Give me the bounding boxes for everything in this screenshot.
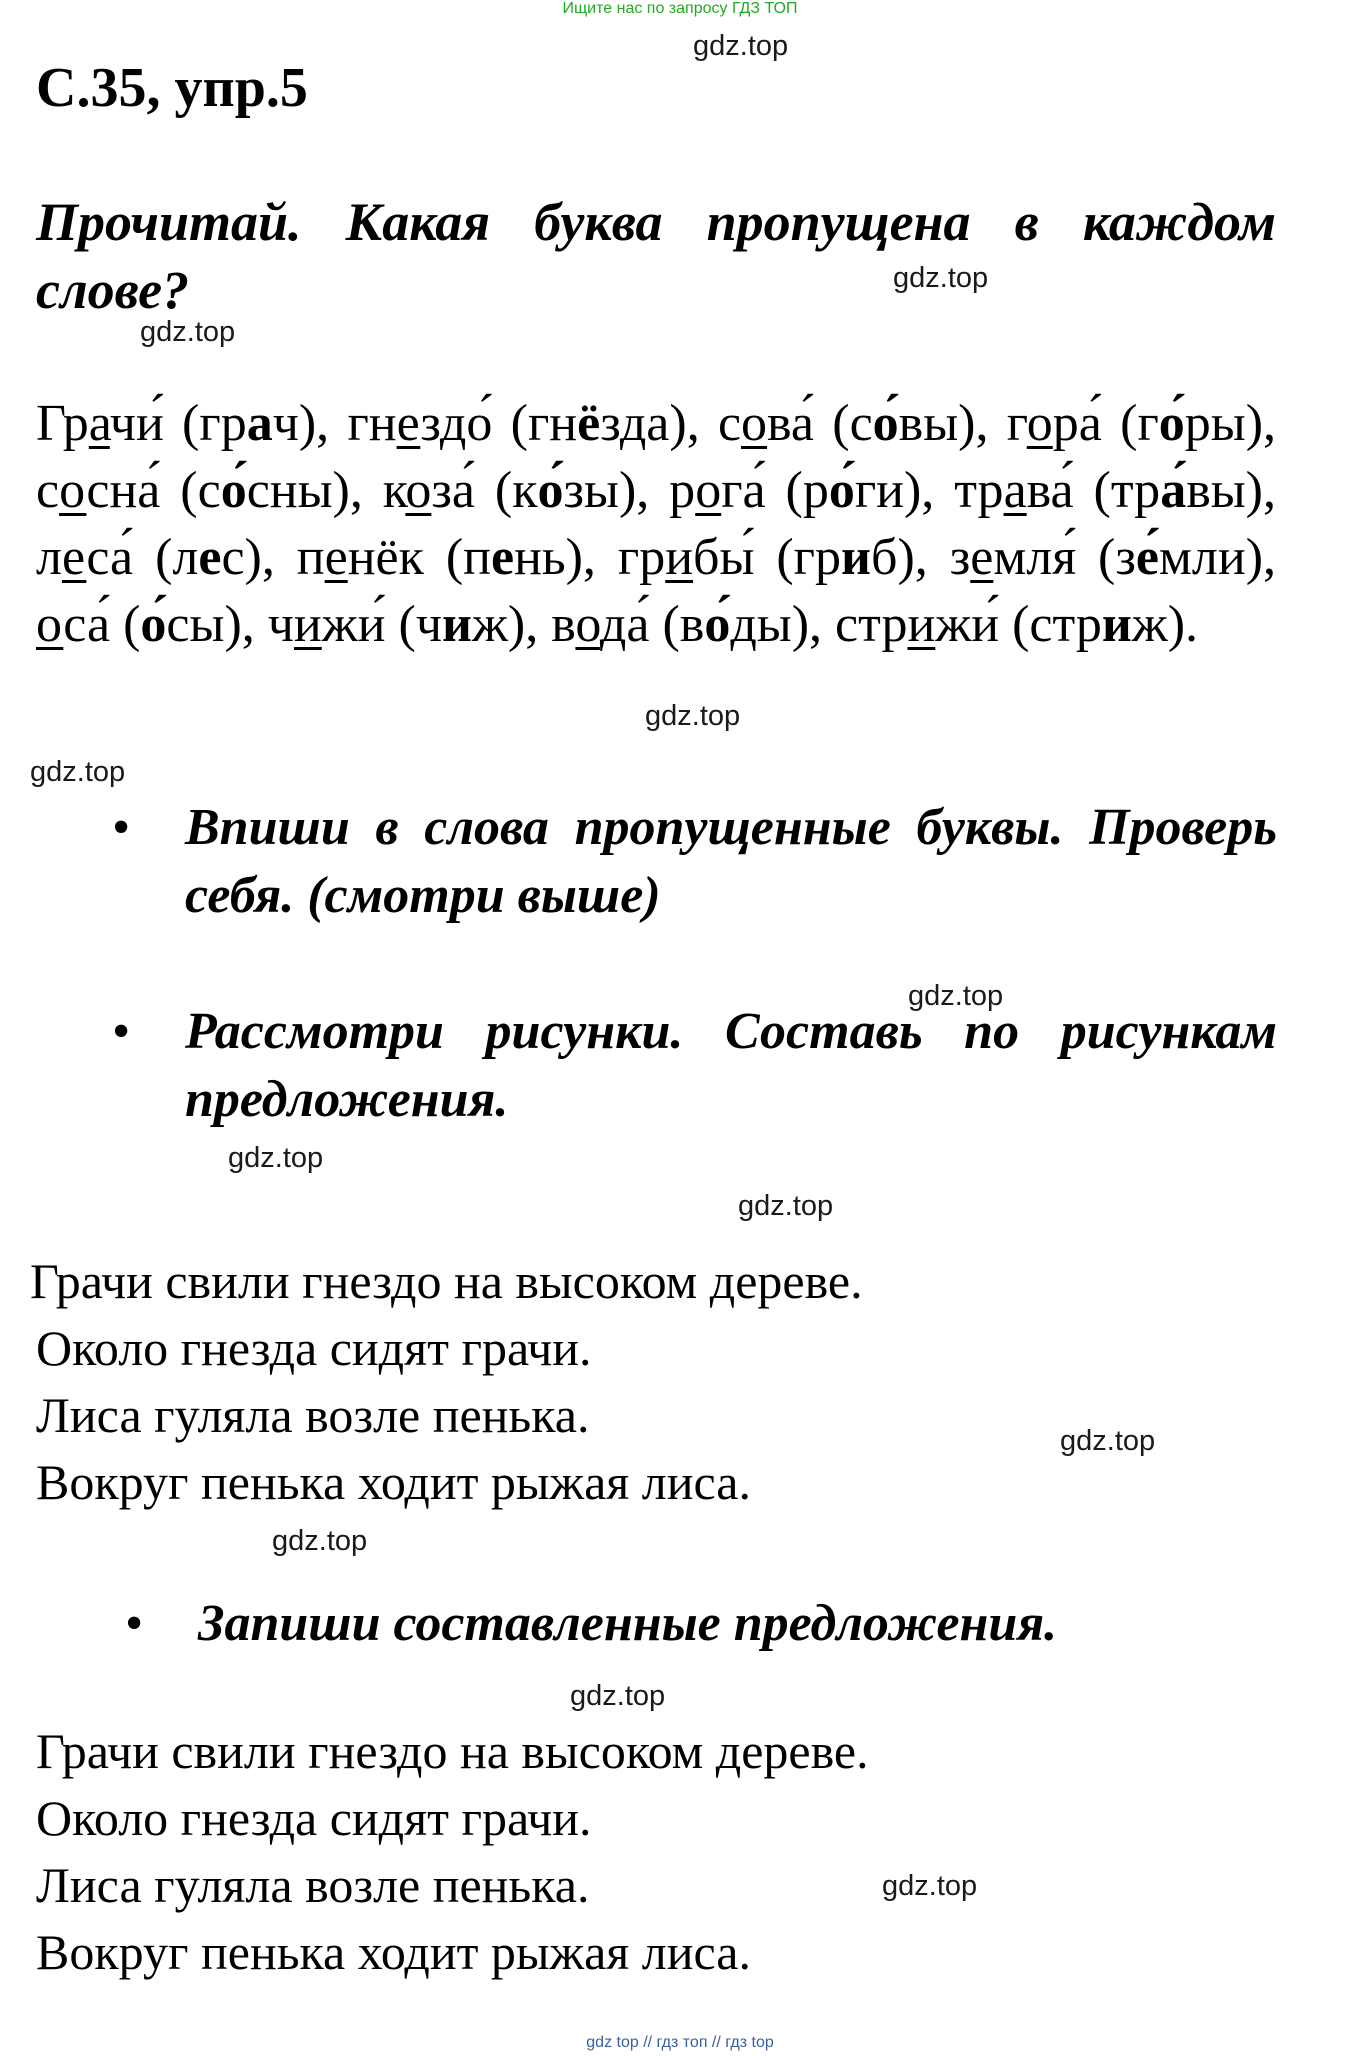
sentence-line: Грачи свили гнездо на высоком дереве. xyxy=(36,1723,869,1779)
sentence-line: Около гнезда сидят грачи. xyxy=(36,1790,592,1846)
sentence-line: Грачи свили гнездо на высоком дереве. xyxy=(30,1253,863,1309)
bullet-instruction-2: Рассмотри рисунки. Составь по рисункам предложения. xyxy=(185,1003,1277,1128)
top-search-note: Ищите нас по запросу ГДЗ ТОП xyxy=(562,0,798,17)
watermark: gdz.top xyxy=(645,700,741,732)
watermark: gdz.top xyxy=(140,316,236,348)
task-instruction: Прочитай. Какая буква пропущена в каждом слове? xyxy=(36,192,1276,320)
sentence-line: Лиса гуляла возле пенька. xyxy=(36,1387,590,1443)
bullet-marker: • xyxy=(112,799,131,856)
watermark: gdz.top xyxy=(738,1190,834,1222)
watermark: gdz.top xyxy=(272,1525,368,1557)
sentence-line: Вокруг пенька ходит рыжая лиса. xyxy=(36,1454,751,1510)
bullet-marker: • xyxy=(125,1595,144,1652)
sentence-line: Вокруг пенька ходит рыжая лиса. xyxy=(36,1924,751,1980)
bullet-instruction-1: Впиши в слова пропущенные буквы. Проверь себя. (смотри выше) xyxy=(185,799,1277,924)
bullet-instruction-3: Запиши составленные предложения. xyxy=(198,1595,1058,1652)
sentence-line: Около гнезда сидят грачи. xyxy=(36,1320,592,1376)
watermark: gdz.top xyxy=(1060,1425,1156,1457)
watermark: gdz.top xyxy=(570,1680,666,1712)
answer-paragraph: Грачи́ (грач), гнездо́ (гнёзда), сова́ (со́вы), гора́ (го́ры), сосна́ (со́сны), коза́ (ко́зы), рога́ (ро́ги), трава́ (тра́вы), леса́ (лес), пенёк (пень), грибы́ (гриб), земля́ (зе́мли), оса́ (о́сы), чижи́ (чиж), вода́ (во́ды), стрижи́ (стриж). xyxy=(36,395,1277,653)
watermark: gdz.top xyxy=(893,262,989,294)
bottom-footer-note: gdz top // гдз топ // гдз top xyxy=(586,2034,774,2051)
page-title: С.35, упр.5 xyxy=(36,57,308,119)
watermark: gdz.top xyxy=(908,980,1004,1012)
bullet-marker: • xyxy=(112,1003,131,1060)
watermark: gdz.top xyxy=(30,756,126,788)
watermark: gdz.top xyxy=(882,1870,978,1902)
sentence-line: Лиса гуляла возле пенька. xyxy=(36,1857,590,1913)
watermark: gdz.top xyxy=(228,1142,324,1174)
watermark: gdz.top xyxy=(693,30,789,62)
